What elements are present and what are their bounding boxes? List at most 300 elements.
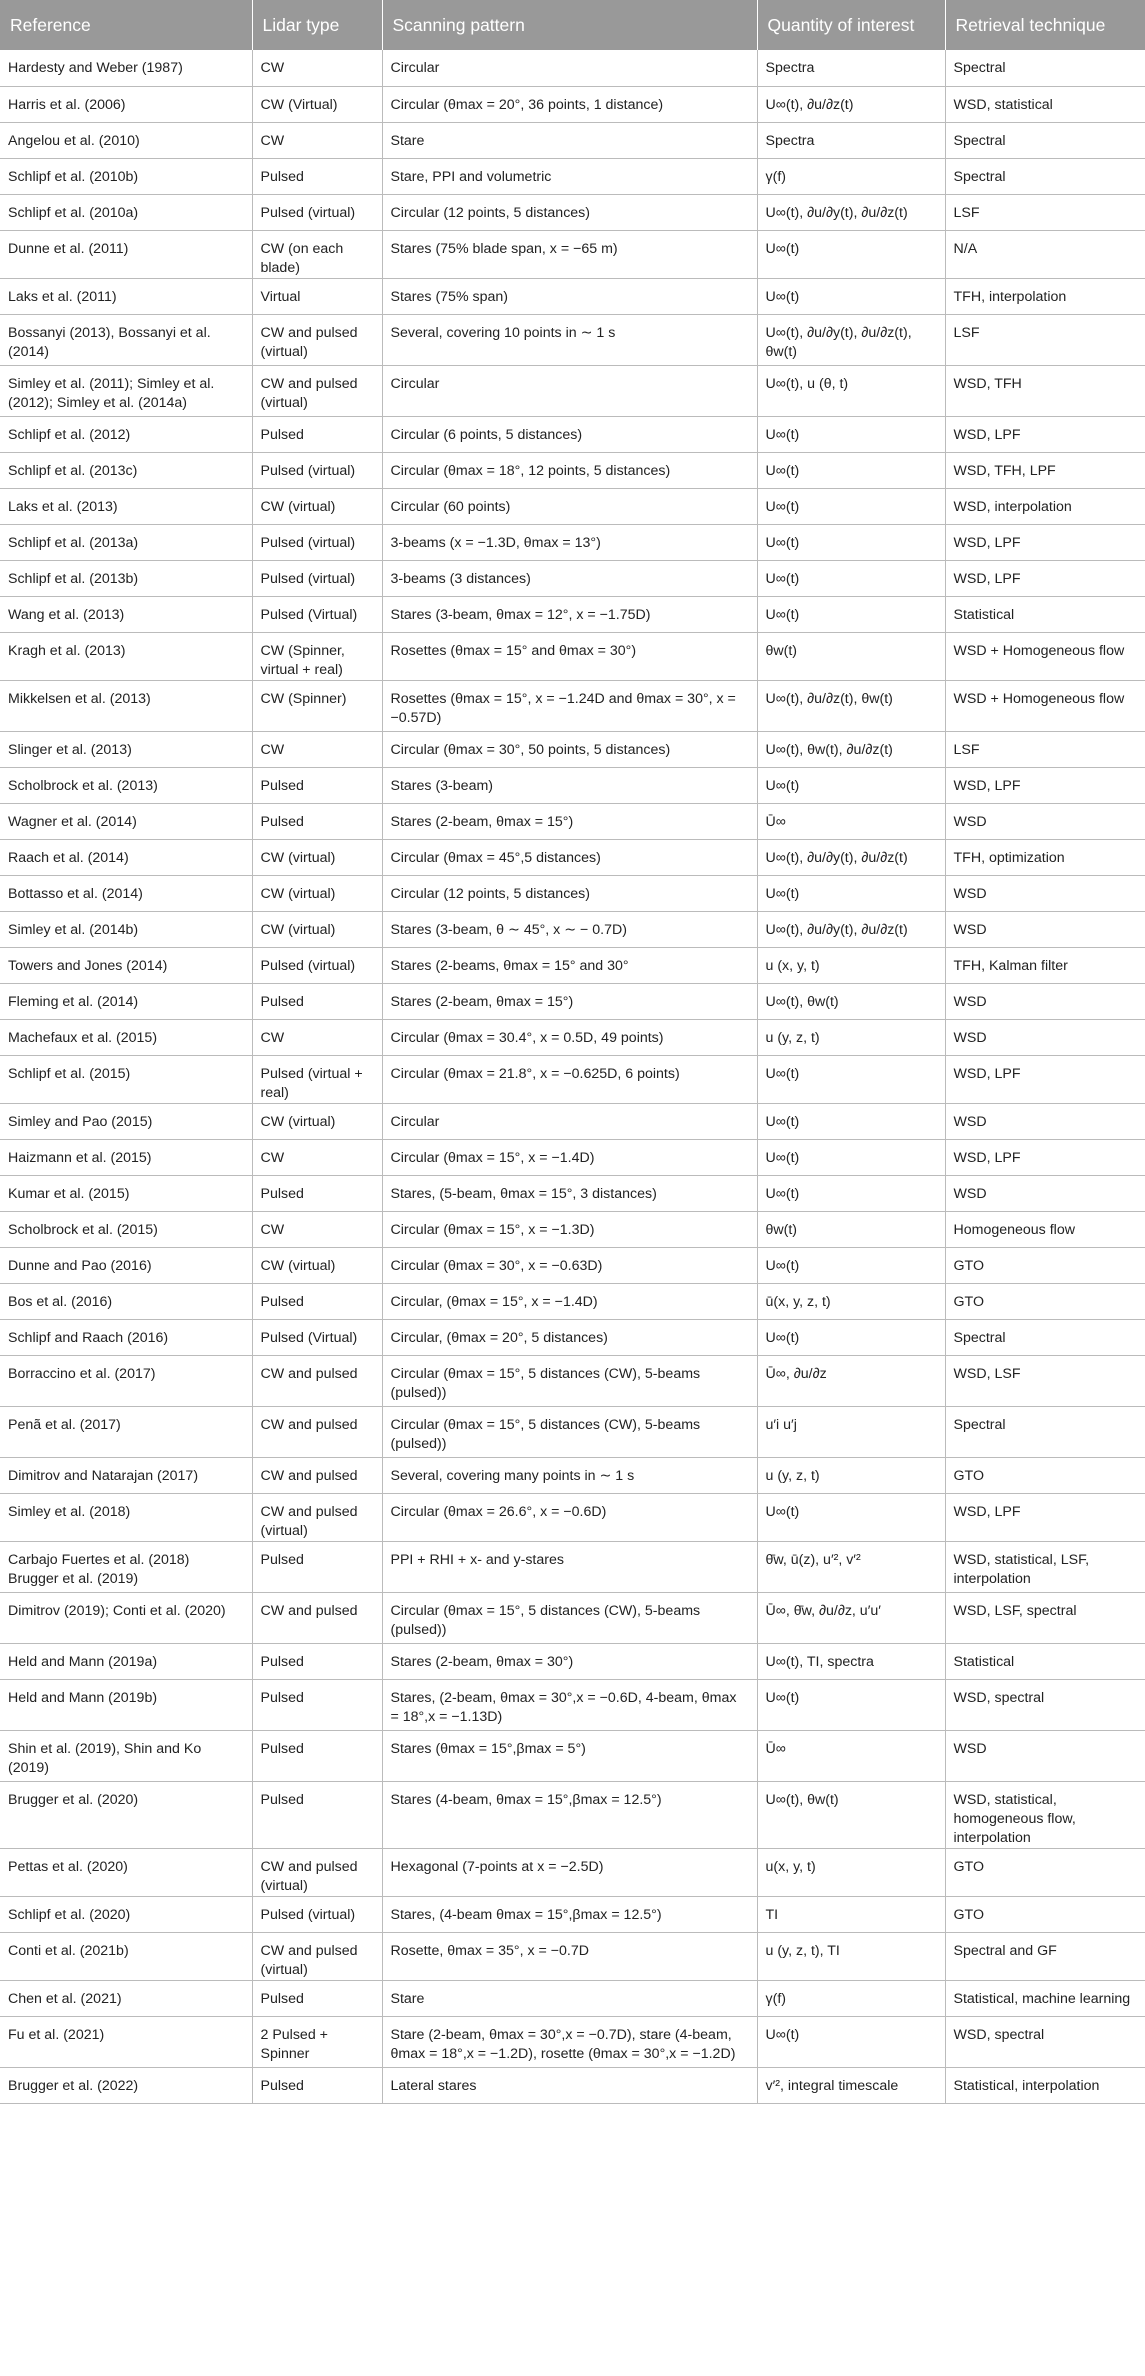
cell-reference: Dimitrov (2019); Conti et al. (2020): [0, 1592, 252, 1643]
cell-lidar-type: CW (Virtual): [252, 86, 382, 122]
cell-quantity: u (y, z, t): [757, 1457, 945, 1493]
table-row: [0, 911, 1145, 947]
cell-quantity: Ū∞, ∂u/∂z: [757, 1355, 945, 1406]
cell-scanning-pattern: Rosettes (θmax = 15°, x = −1.24D and θmax = 30°, x = −0.57D): [382, 680, 757, 731]
cell-quantity: TI: [757, 1896, 945, 1932]
cell-reference: Schlipf et al. (2012): [0, 416, 252, 452]
cell-lidar-type: CW (virtual): [252, 488, 382, 524]
cell-reference: Bos et al. (2016): [0, 1283, 252, 1319]
cell-reference: Harris et al. (2006): [0, 86, 252, 122]
cell-retrieval: WSD: [945, 803, 1145, 839]
cell-reference: Schlipf et al. (2013c): [0, 452, 252, 488]
cell-scanning-pattern: Rosette, θmax = 35°, x = −0.7D: [382, 1932, 757, 1980]
cell-lidar-type: CW (virtual): [252, 911, 382, 947]
cell-reference: Shin et al. (2019), Shin and Ko (2019): [0, 1730, 252, 1781]
table-row: [0, 86, 1145, 122]
cell-retrieval: WSD, spectral: [945, 2016, 1145, 2067]
table-row: [0, 947, 1145, 983]
cell-reference: Dunne and Pao (2016): [0, 1247, 252, 1283]
cell-quantity: U∞(t), ∂u/∂y(t), ∂u/∂z(t): [757, 911, 945, 947]
table-row: [0, 731, 1145, 767]
cell-quantity: U∞(t): [757, 1175, 945, 1211]
cell-scanning-pattern: Stares (θmax = 15°,βmax = 5°): [382, 1730, 757, 1781]
cell-reference: Scholbrock et al. (2015): [0, 1211, 252, 1247]
cell-reference: Machefaux et al. (2015): [0, 1019, 252, 1055]
cell-lidar-type: CW and pulsed: [252, 1355, 382, 1406]
cell-reference: Schlipf et al. (2015): [0, 1055, 252, 1103]
cell-lidar-type: Pulsed (virtual): [252, 1896, 382, 1932]
table-row: [0, 1541, 1145, 1592]
cell-retrieval: LSF: [945, 731, 1145, 767]
cell-reference: Simley et al. (2014b): [0, 911, 252, 947]
cell-quantity: u(x, y, t): [757, 1848, 945, 1896]
cell-retrieval: WSD, LSF: [945, 1355, 1145, 1406]
cell-quantity: u (x, y, t): [757, 947, 945, 983]
cell-lidar-type: Pulsed: [252, 2067, 382, 2103]
cell-retrieval: WSD, LPF: [945, 524, 1145, 560]
cell-lidar-type: CW (virtual): [252, 839, 382, 875]
cell-lidar-type: CW and pulsed (virtual): [252, 1493, 382, 1541]
cell-scanning-pattern: Several, covering many points in ∼ 1 s: [382, 1457, 757, 1493]
cell-quantity: U∞(t): [757, 416, 945, 452]
header-quantity-of-interest: Quantity of interest: [757, 0, 945, 50]
cell-reference: Fu et al. (2021): [0, 2016, 252, 2067]
cell-retrieval: WSD, LPF: [945, 1139, 1145, 1175]
cell-lidar-type: CW: [252, 1211, 382, 1247]
cell-reference: Dunne et al. (2011): [0, 230, 252, 278]
table-row: [0, 2067, 1145, 2103]
cell-quantity: U∞(t): [757, 488, 945, 524]
cell-reference: Schlipf et al. (2020): [0, 1896, 252, 1932]
table-row: [0, 1247, 1145, 1283]
cell-retrieval: Statistical, interpolation: [945, 2067, 1145, 2103]
cell-reference: Chen et al. (2021): [0, 1980, 252, 2016]
cell-reference: Simley and Pao (2015): [0, 1103, 252, 1139]
cell-retrieval: WSD, LPF: [945, 560, 1145, 596]
table-row: [0, 1980, 1145, 2016]
cell-quantity: U∞(t): [757, 767, 945, 803]
cell-retrieval: TFH, Kalman filter: [945, 947, 1145, 983]
cell-scanning-pattern: Circular: [382, 1103, 757, 1139]
cell-scanning-pattern: Stare (2-beam, θmax = 30°,x = −0.7D), stare (4-beam, θmax = 18°,x = −1.2D), rosette (θmax = 30°,x = −1.2D): [382, 2016, 757, 2067]
table-row: [0, 314, 1145, 365]
cell-quantity: u (y, z, t), TI: [757, 1932, 945, 1980]
table-row: [0, 1493, 1145, 1541]
cell-lidar-type: CW (Spinner): [252, 680, 382, 731]
table-row: [0, 1592, 1145, 1643]
cell-scanning-pattern: Lateral stares: [382, 2067, 757, 2103]
table-row: [0, 1175, 1145, 1211]
cell-reference: Scholbrock et al. (2013): [0, 767, 252, 803]
cell-reference: Schlipf et al. (2013a): [0, 524, 252, 560]
cell-lidar-type: Pulsed (virtual): [252, 452, 382, 488]
cell-lidar-type: Pulsed (virtual): [252, 524, 382, 560]
cell-retrieval: WSD, LPF: [945, 1493, 1145, 1541]
cell-scanning-pattern: Stares (2-beam, θmax = 15°): [382, 803, 757, 839]
cell-quantity: U∞(t): [757, 875, 945, 911]
cell-retrieval: WSD: [945, 911, 1145, 947]
table-row: [0, 1055, 1145, 1103]
cell-retrieval: Spectral: [945, 158, 1145, 194]
cell-retrieval: WSD, LSF, spectral: [945, 1592, 1145, 1643]
table-row: [0, 158, 1145, 194]
cell-lidar-type: Pulsed: [252, 1541, 382, 1592]
cell-scanning-pattern: Circular (θmax = 30°, x = −0.63D): [382, 1247, 757, 1283]
cell-retrieval: TFH, optimization: [945, 839, 1145, 875]
cell-scanning-pattern: Circular (12 points, 5 distances): [382, 194, 757, 230]
cell-scanning-pattern: Circular (θmax = 26.6°, x = −0.6D): [382, 1493, 757, 1541]
cell-reference: Mikkelsen et al. (2013): [0, 680, 252, 731]
cell-retrieval: LSF: [945, 194, 1145, 230]
cell-scanning-pattern: Circular (θmax = 30°, 50 points, 5 distances): [382, 731, 757, 767]
cell-reference: Haizmann et al. (2015): [0, 1139, 252, 1175]
cell-reference: Schlipf et al. (2013b): [0, 560, 252, 596]
header-lidar-type: Lidar type: [252, 0, 382, 50]
cell-scanning-pattern: Stares, (5-beam, θmax = 15°, 3 distances): [382, 1175, 757, 1211]
header-scanning-pattern: Scanning pattern: [382, 0, 757, 50]
cell-lidar-type: Pulsed: [252, 158, 382, 194]
cell-retrieval: WSD + Homogeneous flow: [945, 680, 1145, 731]
cell-lidar-type: CW: [252, 1019, 382, 1055]
cell-quantity: U∞(t), θw(t), ∂u/∂z(t): [757, 731, 945, 767]
cell-reference: Simley et al. (2011); Simley et al. (2012); Simley et al. (2014a): [0, 365, 252, 416]
cell-retrieval: WSD, LPF: [945, 1055, 1145, 1103]
cell-lidar-type: Pulsed (virtual): [252, 194, 382, 230]
cell-retrieval: GTO: [945, 1247, 1145, 1283]
cell-scanning-pattern: Stare, PPI and volumetric: [382, 158, 757, 194]
cell-reference: Hardesty and Weber (1987): [0, 50, 252, 86]
cell-lidar-type: CW and pulsed: [252, 1457, 382, 1493]
table-row: [0, 194, 1145, 230]
cell-lidar-type: Pulsed (virtual): [252, 560, 382, 596]
cell-reference: Carbajo Fuertes et al. (2018) Brugger et al. (2019): [0, 1541, 252, 1592]
cell-quantity: U∞(t): [757, 560, 945, 596]
cell-quantity: U∞(t), θw(t): [757, 983, 945, 1019]
cell-reference: Laks et al. (2013): [0, 488, 252, 524]
table-row: [0, 122, 1145, 158]
cell-lidar-type: CW (virtual): [252, 875, 382, 911]
table-row: [0, 767, 1145, 803]
cell-scanning-pattern: Stares, (4-beam θmax = 15°,βmax = 12.5°): [382, 1896, 757, 1932]
cell-lidar-type: CW (on each blade): [252, 230, 382, 278]
cell-retrieval: Statistical, machine learning: [945, 1980, 1145, 2016]
cell-scanning-pattern: Circular (θmax = 21.8°, x = −0.625D, 6 points): [382, 1055, 757, 1103]
cell-reference: Schlipf et al. (2010b): [0, 158, 252, 194]
cell-scanning-pattern: Stares (3-beam, θmax = 12°, x = −1.75D): [382, 596, 757, 632]
cell-lidar-type: CW and pulsed (virtual): [252, 1932, 382, 1980]
cell-quantity: U∞(t), TI, spectra: [757, 1643, 945, 1679]
cell-scanning-pattern: Stares (3-beam): [382, 767, 757, 803]
table-row: [0, 839, 1145, 875]
cell-reference: Simley et al. (2018): [0, 1493, 252, 1541]
cell-scanning-pattern: 3-beams (3 distances): [382, 560, 757, 596]
cell-retrieval: Spectral: [945, 50, 1145, 86]
cell-reference: Held and Mann (2019a): [0, 1643, 252, 1679]
table-row: [0, 1679, 1145, 1730]
cell-scanning-pattern: Rosettes (θmax = 15° and θmax = 30°): [382, 632, 757, 680]
cell-reference: Bossanyi (2013), Bossanyi et al. (2014): [0, 314, 252, 365]
cell-scanning-pattern: Stares (3-beam, θ ∼ 45°, x ∼ − 0.7D): [382, 911, 757, 947]
table-row: [0, 365, 1145, 416]
cell-retrieval: WSD, TFH: [945, 365, 1145, 416]
cell-reference: Brugger et al. (2022): [0, 2067, 252, 2103]
cell-scanning-pattern: Circular (6 points, 5 distances): [382, 416, 757, 452]
cell-lidar-type: CW (virtual): [252, 1247, 382, 1283]
cell-scanning-pattern: Stares (2-beam, θmax = 15°): [382, 983, 757, 1019]
cell-scanning-pattern: Circular, (θmax = 20°, 5 distances): [382, 1319, 757, 1355]
table-row: [0, 488, 1145, 524]
cell-quantity: U∞(t), θw(t): [757, 1781, 945, 1848]
cell-reference: Schlipf et al. (2010a): [0, 194, 252, 230]
cell-reference: Angelou et al. (2010): [0, 122, 252, 158]
cell-scanning-pattern: Circular (θmax = 20°, 36 points, 1 distance): [382, 86, 757, 122]
table-row: [0, 1319, 1145, 1355]
cell-retrieval: Statistical: [945, 596, 1145, 632]
cell-scanning-pattern: Stares (75% span): [382, 278, 757, 314]
cell-retrieval: WSD: [945, 983, 1145, 1019]
cell-reference: Fleming et al. (2014): [0, 983, 252, 1019]
cell-lidar-type: Virtual: [252, 278, 382, 314]
cell-lidar-type: CW: [252, 122, 382, 158]
cell-retrieval: Homogeneous flow: [945, 1211, 1145, 1247]
cell-lidar-type: CW (virtual): [252, 1103, 382, 1139]
cell-quantity: U∞(t): [757, 1139, 945, 1175]
cell-retrieval: WSD: [945, 1730, 1145, 1781]
table-row: [0, 1211, 1145, 1247]
cell-lidar-type: Pulsed (virtual + real): [252, 1055, 382, 1103]
cell-retrieval: Spectral: [945, 1406, 1145, 1457]
cell-quantity: Spectra: [757, 122, 945, 158]
cell-quantity: U∞(t): [757, 1103, 945, 1139]
cell-retrieval: WSD, statistical: [945, 86, 1145, 122]
cell-quantity: Spectra: [757, 50, 945, 86]
cell-retrieval: WSD, LPF: [945, 767, 1145, 803]
cell-quantity: U∞(t): [757, 452, 945, 488]
cell-lidar-type: Pulsed: [252, 1283, 382, 1319]
cell-lidar-type: Pulsed: [252, 1781, 382, 1848]
cell-scanning-pattern: Stare: [382, 1980, 757, 2016]
cell-quantity: U∞(t): [757, 278, 945, 314]
table-row: [0, 452, 1145, 488]
cell-scanning-pattern: Circular: [382, 50, 757, 86]
cell-scanning-pattern: PPI + RHI + x- and y-stares: [382, 1541, 757, 1592]
cell-retrieval: N/A: [945, 230, 1145, 278]
table-row: [0, 1139, 1145, 1175]
cell-lidar-type: Pulsed (virtual): [252, 947, 382, 983]
cell-reference: Conti et al. (2021b): [0, 1932, 252, 1980]
cell-lidar-type: Pulsed: [252, 1175, 382, 1211]
header-retrieval-technique: Retrieval technique: [945, 0, 1145, 50]
cell-lidar-type: CW: [252, 1139, 382, 1175]
cell-reference: Kragh et al. (2013): [0, 632, 252, 680]
table-row: [0, 1457, 1145, 1493]
cell-lidar-type: CW and pulsed (virtual): [252, 1848, 382, 1896]
cell-retrieval: GTO: [945, 1283, 1145, 1319]
cell-retrieval: Statistical: [945, 1643, 1145, 1679]
table-row: [0, 632, 1145, 680]
cell-retrieval: GTO: [945, 1457, 1145, 1493]
cell-scanning-pattern: Circular, (θmax = 15°, x = −1.4D): [382, 1283, 757, 1319]
cell-scanning-pattern: Circular (θmax = 15°, x = −1.4D): [382, 1139, 757, 1175]
table-row: [0, 50, 1145, 86]
table-row: [0, 1848, 1145, 1896]
table-row: [0, 1932, 1145, 1980]
table-row: [0, 1103, 1145, 1139]
cell-retrieval: WSD, statistical, homogeneous flow, interpolation: [945, 1781, 1145, 1848]
cell-lidar-type: CW and pulsed: [252, 1592, 382, 1643]
cell-quantity: U∞(t): [757, 2016, 945, 2067]
cell-reference: Pettas et al. (2020): [0, 1848, 252, 1896]
cell-retrieval: WSD: [945, 1019, 1145, 1055]
cell-reference: Brugger et al. (2020): [0, 1781, 252, 1848]
cell-scanning-pattern: Circular (θmax = 15°, x = −1.3D): [382, 1211, 757, 1247]
table-row: [0, 560, 1145, 596]
cell-quantity: U∞(t): [757, 524, 945, 560]
cell-lidar-type: Pulsed: [252, 1643, 382, 1679]
cell-lidar-type: Pulsed (Virtual): [252, 1319, 382, 1355]
header-row: [0, 0, 1145, 50]
cell-quantity: Ū∞, θ̄w, ∂u/∂z, u′u′: [757, 1592, 945, 1643]
cell-reference: Wagner et al. (2014): [0, 803, 252, 839]
cell-lidar-type: CW: [252, 50, 382, 86]
cell-reference: Raach et al. (2014): [0, 839, 252, 875]
cell-scanning-pattern: Stares (2-beam, θmax = 30°): [382, 1643, 757, 1679]
cell-lidar-type: CW (Spinner, virtual + real): [252, 632, 382, 680]
cell-lidar-type: Pulsed (Virtual): [252, 596, 382, 632]
cell-retrieval: GTO: [945, 1896, 1145, 1932]
cell-reference: Dimitrov and Natarajan (2017): [0, 1457, 252, 1493]
cell-quantity: U∞(t), u (θ, t): [757, 365, 945, 416]
cell-lidar-type: Pulsed: [252, 767, 382, 803]
cell-reference: Towers and Jones (2014): [0, 947, 252, 983]
cell-retrieval: WSD, LPF: [945, 416, 1145, 452]
cell-lidar-type: CW: [252, 731, 382, 767]
cell-scanning-pattern: 3-beams (x = −1.3D, θmax = 13°): [382, 524, 757, 560]
cell-scanning-pattern: Circular (θmax = 15°, 5 distances (CW), 5-beams (pulsed)): [382, 1406, 757, 1457]
cell-lidar-type: Pulsed: [252, 803, 382, 839]
cell-quantity: Ū∞: [757, 803, 945, 839]
cell-quantity: Ū∞: [757, 1730, 945, 1781]
cell-reference: Borraccino et al. (2017): [0, 1355, 252, 1406]
cell-scanning-pattern: Circular (θmax = 30.4°, x = 0.5D, 49 points): [382, 1019, 757, 1055]
table-row: [0, 1781, 1145, 1848]
cell-lidar-type: Pulsed: [252, 1679, 382, 1730]
cell-quantity: v′², integral timescale: [757, 2067, 945, 2103]
cell-scanning-pattern: Hexagonal (7-points at x = −2.5D): [382, 1848, 757, 1896]
cell-scanning-pattern: Stares (75% blade span, x = −65 m): [382, 230, 757, 278]
cell-scanning-pattern: Several, covering 10 points in ∼ 1 s: [382, 314, 757, 365]
cell-quantity: U∞(t): [757, 1679, 945, 1730]
cell-retrieval: WSD: [945, 875, 1145, 911]
cell-retrieval: TFH, interpolation: [945, 278, 1145, 314]
cell-quantity: ū(x, y, z, t): [757, 1283, 945, 1319]
cell-scanning-pattern: Stares, (2-beam, θmax = 30°,x = −0.6D, 4-beam, θmax = 18°,x = −1.13D): [382, 1679, 757, 1730]
cell-lidar-type: CW and pulsed (virtual): [252, 365, 382, 416]
table-row: [0, 803, 1145, 839]
cell-reference: Wang et al. (2013): [0, 596, 252, 632]
cell-lidar-type: Pulsed: [252, 1980, 382, 2016]
cell-quantity: U∞(t), ∂u/∂y(t), ∂u/∂z(t): [757, 194, 945, 230]
cell-quantity: θ̄w, ū(z), u′², v′²: [757, 1541, 945, 1592]
cell-retrieval: Spectral and GF: [945, 1932, 1145, 1980]
table-row: [0, 1355, 1145, 1406]
table-row: [0, 1406, 1145, 1457]
cell-lidar-type: CW and pulsed: [252, 1406, 382, 1457]
cell-scanning-pattern: Circular (12 points, 5 distances): [382, 875, 757, 911]
table-row: [0, 2016, 1145, 2067]
cell-quantity: U∞(t), ∂u/∂z(t), θw(t): [757, 680, 945, 731]
cell-scanning-pattern: Stares (4-beam, θmax = 15°,βmax = 12.5°): [382, 1781, 757, 1848]
table-body: [0, 50, 1145, 2103]
table-row: [0, 1283, 1145, 1319]
cell-quantity: θw(t): [757, 632, 945, 680]
table-row: [0, 680, 1145, 731]
table-row: [0, 875, 1145, 911]
table-row: [0, 1643, 1145, 1679]
cell-retrieval: WSD: [945, 1175, 1145, 1211]
cell-retrieval: WSD, TFH, LPF: [945, 452, 1145, 488]
cell-retrieval: Spectral: [945, 1319, 1145, 1355]
cell-scanning-pattern: Circular (θmax = 15°, 5 distances (CW), 5-beams (pulsed)): [382, 1592, 757, 1643]
cell-quantity: U∞(t): [757, 1493, 945, 1541]
table-row: [0, 416, 1145, 452]
cell-lidar-type: Pulsed: [252, 416, 382, 452]
cell-retrieval: WSD, statistical, LSF, interpolation: [945, 1541, 1145, 1592]
cell-scanning-pattern: Stares (2-beams, θmax = 15° and 30°: [382, 947, 757, 983]
cell-scanning-pattern: Circular (θmax = 18°, 12 points, 5 distances): [382, 452, 757, 488]
table-row: [0, 524, 1145, 560]
cell-retrieval: LSF: [945, 314, 1145, 365]
cell-retrieval: WSD + Homogeneous flow: [945, 632, 1145, 680]
cell-reference: Slinger et al. (2013): [0, 731, 252, 767]
cell-quantity: θw(t): [757, 1211, 945, 1247]
cell-reference: Kumar et al. (2015): [0, 1175, 252, 1211]
table-row: [0, 278, 1145, 314]
cell-quantity: U∞(t), ∂u/∂z(t): [757, 86, 945, 122]
table-row: [0, 596, 1145, 632]
cell-quantity: U∞(t): [757, 1247, 945, 1283]
cell-quantity: γ(f): [757, 158, 945, 194]
cell-quantity: U∞(t), ∂u/∂y(t), ∂u/∂z(t), θw(t): [757, 314, 945, 365]
cell-reference: Penã et al. (2017): [0, 1406, 252, 1457]
cell-scanning-pattern: Circular (θmax = 15°, 5 distances (CW), 5-beams (pulsed)): [382, 1355, 757, 1406]
cell-scanning-pattern: Circular (60 points): [382, 488, 757, 524]
cell-quantity: U∞(t), ∂u/∂y(t), ∂u/∂z(t): [757, 839, 945, 875]
cell-quantity: γ(f): [757, 1980, 945, 2016]
cell-scanning-pattern: Circular: [382, 365, 757, 416]
cell-quantity: u′i u′j: [757, 1406, 945, 1457]
table-row: [0, 1730, 1145, 1781]
cell-lidar-type: 2 Pulsed + Spinner: [252, 2016, 382, 2067]
cell-reference: Held and Mann (2019b): [0, 1679, 252, 1730]
table-row: [0, 983, 1145, 1019]
cell-reference: Schlipf and Raach (2016): [0, 1319, 252, 1355]
cell-retrieval: WSD: [945, 1103, 1145, 1139]
cell-retrieval: Spectral: [945, 122, 1145, 158]
cell-lidar-type: CW and pulsed (virtual): [252, 314, 382, 365]
cell-retrieval: WSD, interpolation: [945, 488, 1145, 524]
table-row: [0, 230, 1145, 278]
cell-quantity: U∞(t): [757, 596, 945, 632]
header-reference: Reference: [0, 0, 252, 50]
cell-retrieval: WSD, spectral: [945, 1679, 1145, 1730]
table-row: [0, 1896, 1145, 1932]
cell-quantity: U∞(t): [757, 1319, 945, 1355]
table-row: [0, 1019, 1145, 1055]
cell-lidar-type: Pulsed: [252, 1730, 382, 1781]
cell-reference: Laks et al. (2011): [0, 278, 252, 314]
cell-scanning-pattern: Circular (θmax = 45°,5 distances): [382, 839, 757, 875]
